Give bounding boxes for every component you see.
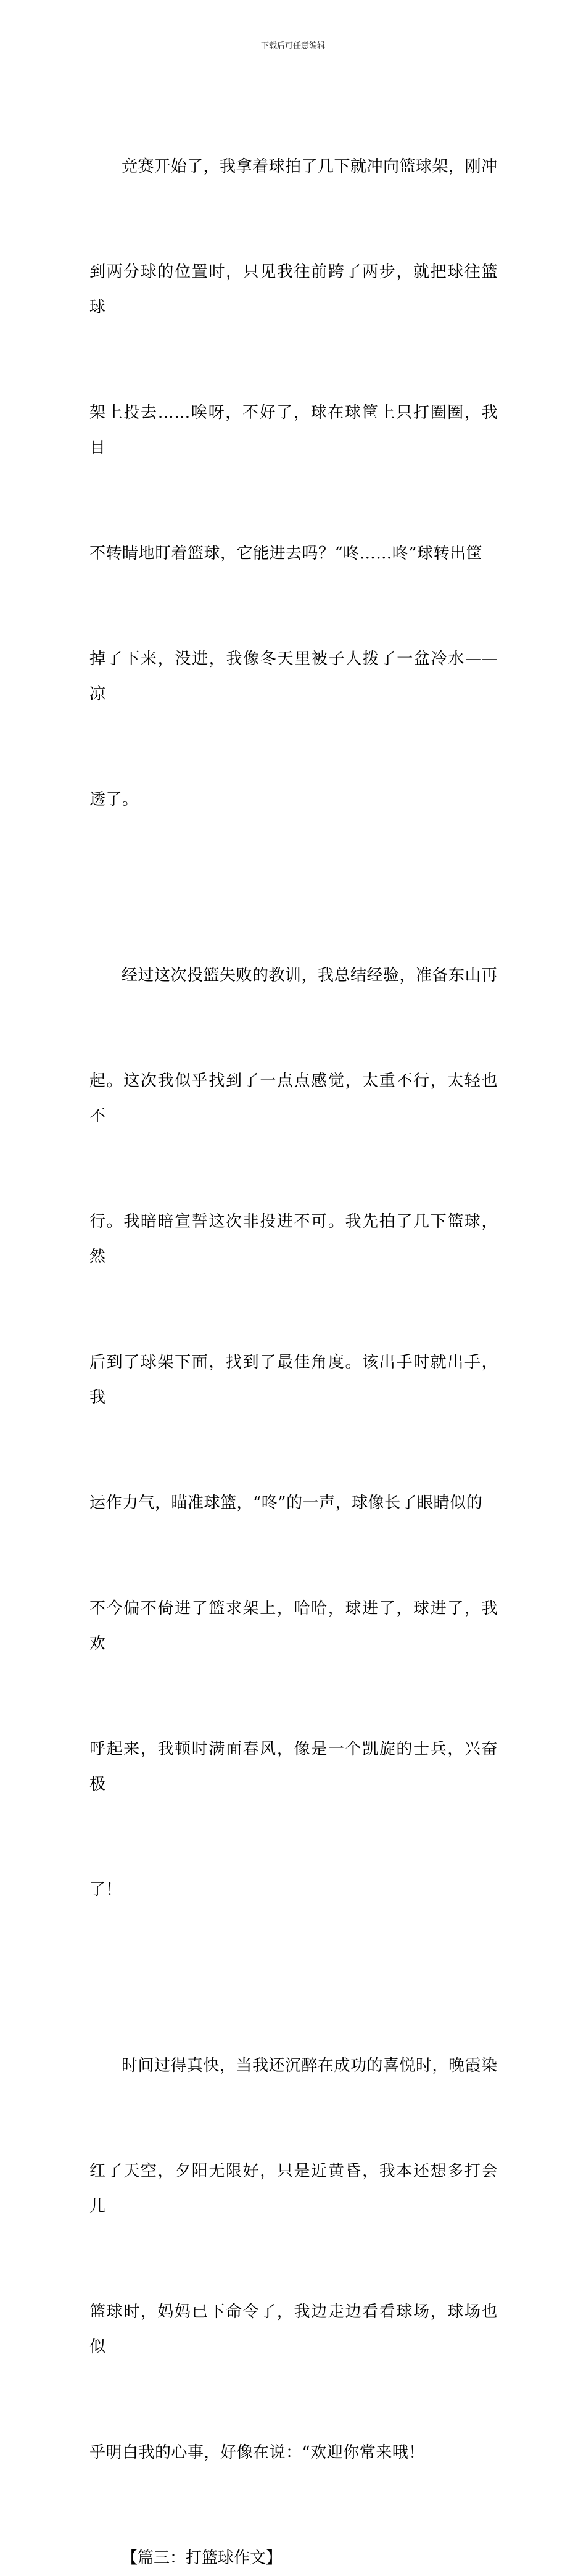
text-line: 到两分球的位置时，只见我往前跨了两步，就把球往篮球 <box>89 263 498 317</box>
text-line: 起。这次我似乎找到了一点点感觉，太重不行，太轻也不 <box>89 1072 498 1125</box>
paragraph-3 <box>89 1978 498 2541</box>
paragraph-2 <box>89 888 498 1978</box>
text-line: 运作力气，瞄准球篮，“咚”的一声，球像长了眼睛似的 <box>89 1494 483 1512</box>
text-line: 红了天空，夕阳无限好，只是近黄昏，我本还想多打会儿 <box>89 2162 498 2216</box>
text-line: 了！ <box>89 1881 123 1899</box>
section-heading: 【篇三：打篮球作文】 <box>122 2549 283 2567</box>
document-body <box>89 79 498 2576</box>
text-line: 透了。 <box>89 790 139 809</box>
text-line: 呼起来，我顿时满面春风，像是一个凯旋的士兵，兴奋极 <box>89 1740 498 1794</box>
text-line: 行。我暗暗宣誓这次非投进不可。我先拍了几下篮球，然 <box>89 1212 498 1266</box>
text-line: 篮球时，妈妈已下命令了，我边走边看看球场，球场也似 <box>89 2303 498 2356</box>
text-line: 乎明白我的心事，好像在说：“欢迎你常来哦！ <box>89 2443 425 2462</box>
text-line: 后到了球架下面，找到了最佳角度。该出手时就出手，我 <box>89 1353 498 1407</box>
text-line: 架上投去……唉呀，不好了，球在球筐上只打圈圈，我目 <box>89 404 498 457</box>
text-line: 时间过得真快，当我还沉醉在成功的喜悦时，晚霞染 <box>122 2056 498 2075</box>
text-line: 经过这次投篮失败的教训，我总结经验，准备东山再 <box>122 966 498 985</box>
page-header: 下载后可任意编辑 <box>260 41 325 51</box>
paragraph-1 <box>89 79 498 888</box>
text-line: 不今偏不倚进了篮求架上，哈哈，球进了，球进了，我欢 <box>89 1599 498 1653</box>
text-line: 掉了下来，没进，我像冬天里被子人拨了一盆冷水——凉 <box>89 650 498 703</box>
text-line: 竞赛开始了，我拿着球拍了几下就冲向篮球架，刚冲 <box>122 157 498 176</box>
text-line: 不转睛地盯着篮球，它能进去吗？“咚……咚”球转出筐 <box>89 544 483 563</box>
